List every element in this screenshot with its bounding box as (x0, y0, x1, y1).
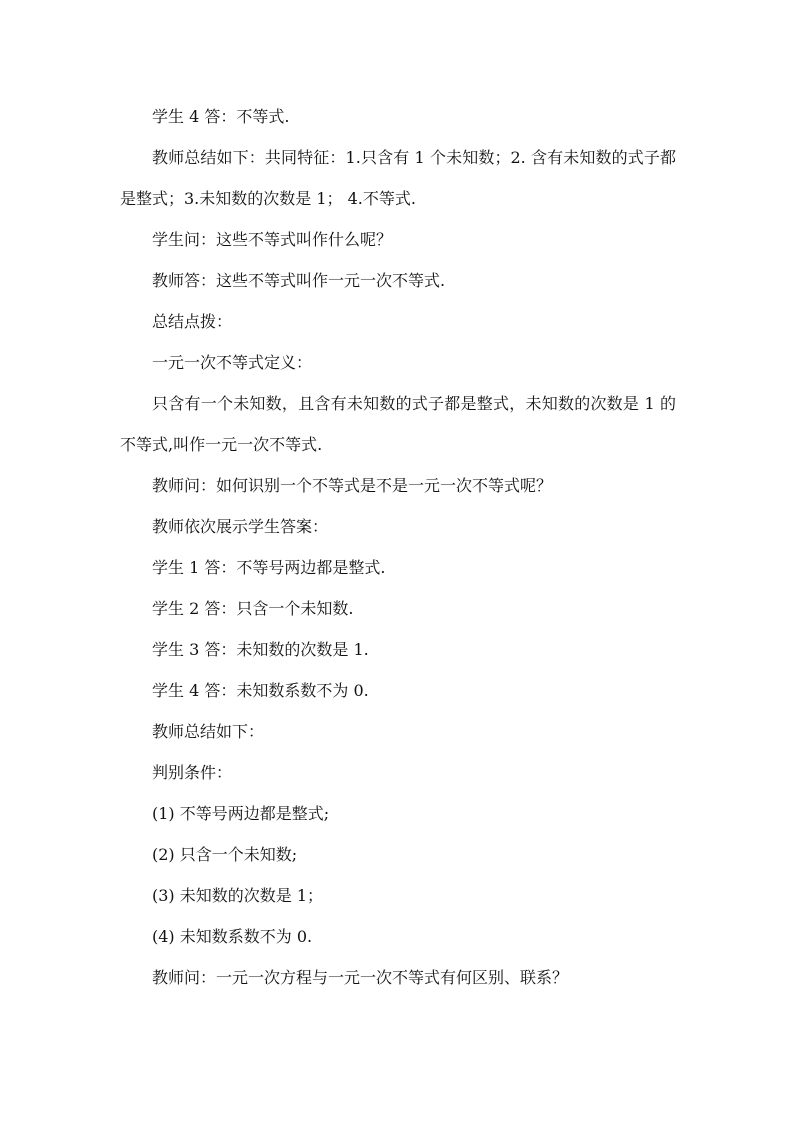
paragraph-teacher-question-identify: 教师问：如何识别一个不等式是不是一元一次不等式呢？ (152, 476, 553, 495)
document-body (120, 96, 676, 998)
criteria-item-1: (1) 不等号两边都是整式; (152, 804, 330, 823)
paragraph-teacher-summary: 教师总结如下： (152, 722, 265, 741)
paragraph-criteria-heading: 判别条件： (152, 763, 233, 782)
paragraph-student3-answer: 学生 3 答：未知数的次数是 1. (152, 640, 369, 659)
paragraph-teacher-shows-answers: 教师依次展示学生答案： (152, 517, 329, 536)
paragraph-teacher-summary-common-features: 教师总结如下：共同特征：1.只含有 1 个未知数；2. 含有未知数的式子都是整式；3.未知数的次数是 1； 4.不等式. (120, 148, 676, 208)
paragraph-student4-answer: 学生 4 答：不等式. (152, 107, 290, 126)
paragraph-student2-answer: 学生 2 答：只含一个未知数. (152, 599, 354, 618)
paragraph-definition-heading: 一元一次不等式定义： (152, 353, 313, 372)
paragraph-teacher-answer: 教师答：这些不等式叫作一元一次不等式. (152, 271, 446, 290)
paragraph-definition-text: 只含有一个未知数，且含有未知数的式子都是整式，未知数的次数是 1 的不等式,叫作一元一次不等式. (120, 394, 676, 454)
paragraph-teacher-question-difference: 教师问：一元一次方程与一元一次不等式有何区别、联系？ (152, 968, 569, 987)
criteria-item-3: (3) 未知数的次数是 1； (152, 886, 324, 905)
paragraph-student-question: 学生问：这些不等式叫作什么呢？ (152, 230, 393, 249)
criteria-item-2: (2) 只含一个未知数; (152, 845, 298, 864)
paragraph-student1-answer: 学生 1 答：不等号两边都是整式. (152, 558, 386, 577)
paragraph-student4-answer-coefficient: 学生 4 答：未知数系数不为 0. (152, 681, 369, 700)
criteria-item-4: (4) 未知数系数不为 0. (152, 927, 313, 946)
paragraph-summary-heading: 总结点拨： (152, 312, 233, 331)
